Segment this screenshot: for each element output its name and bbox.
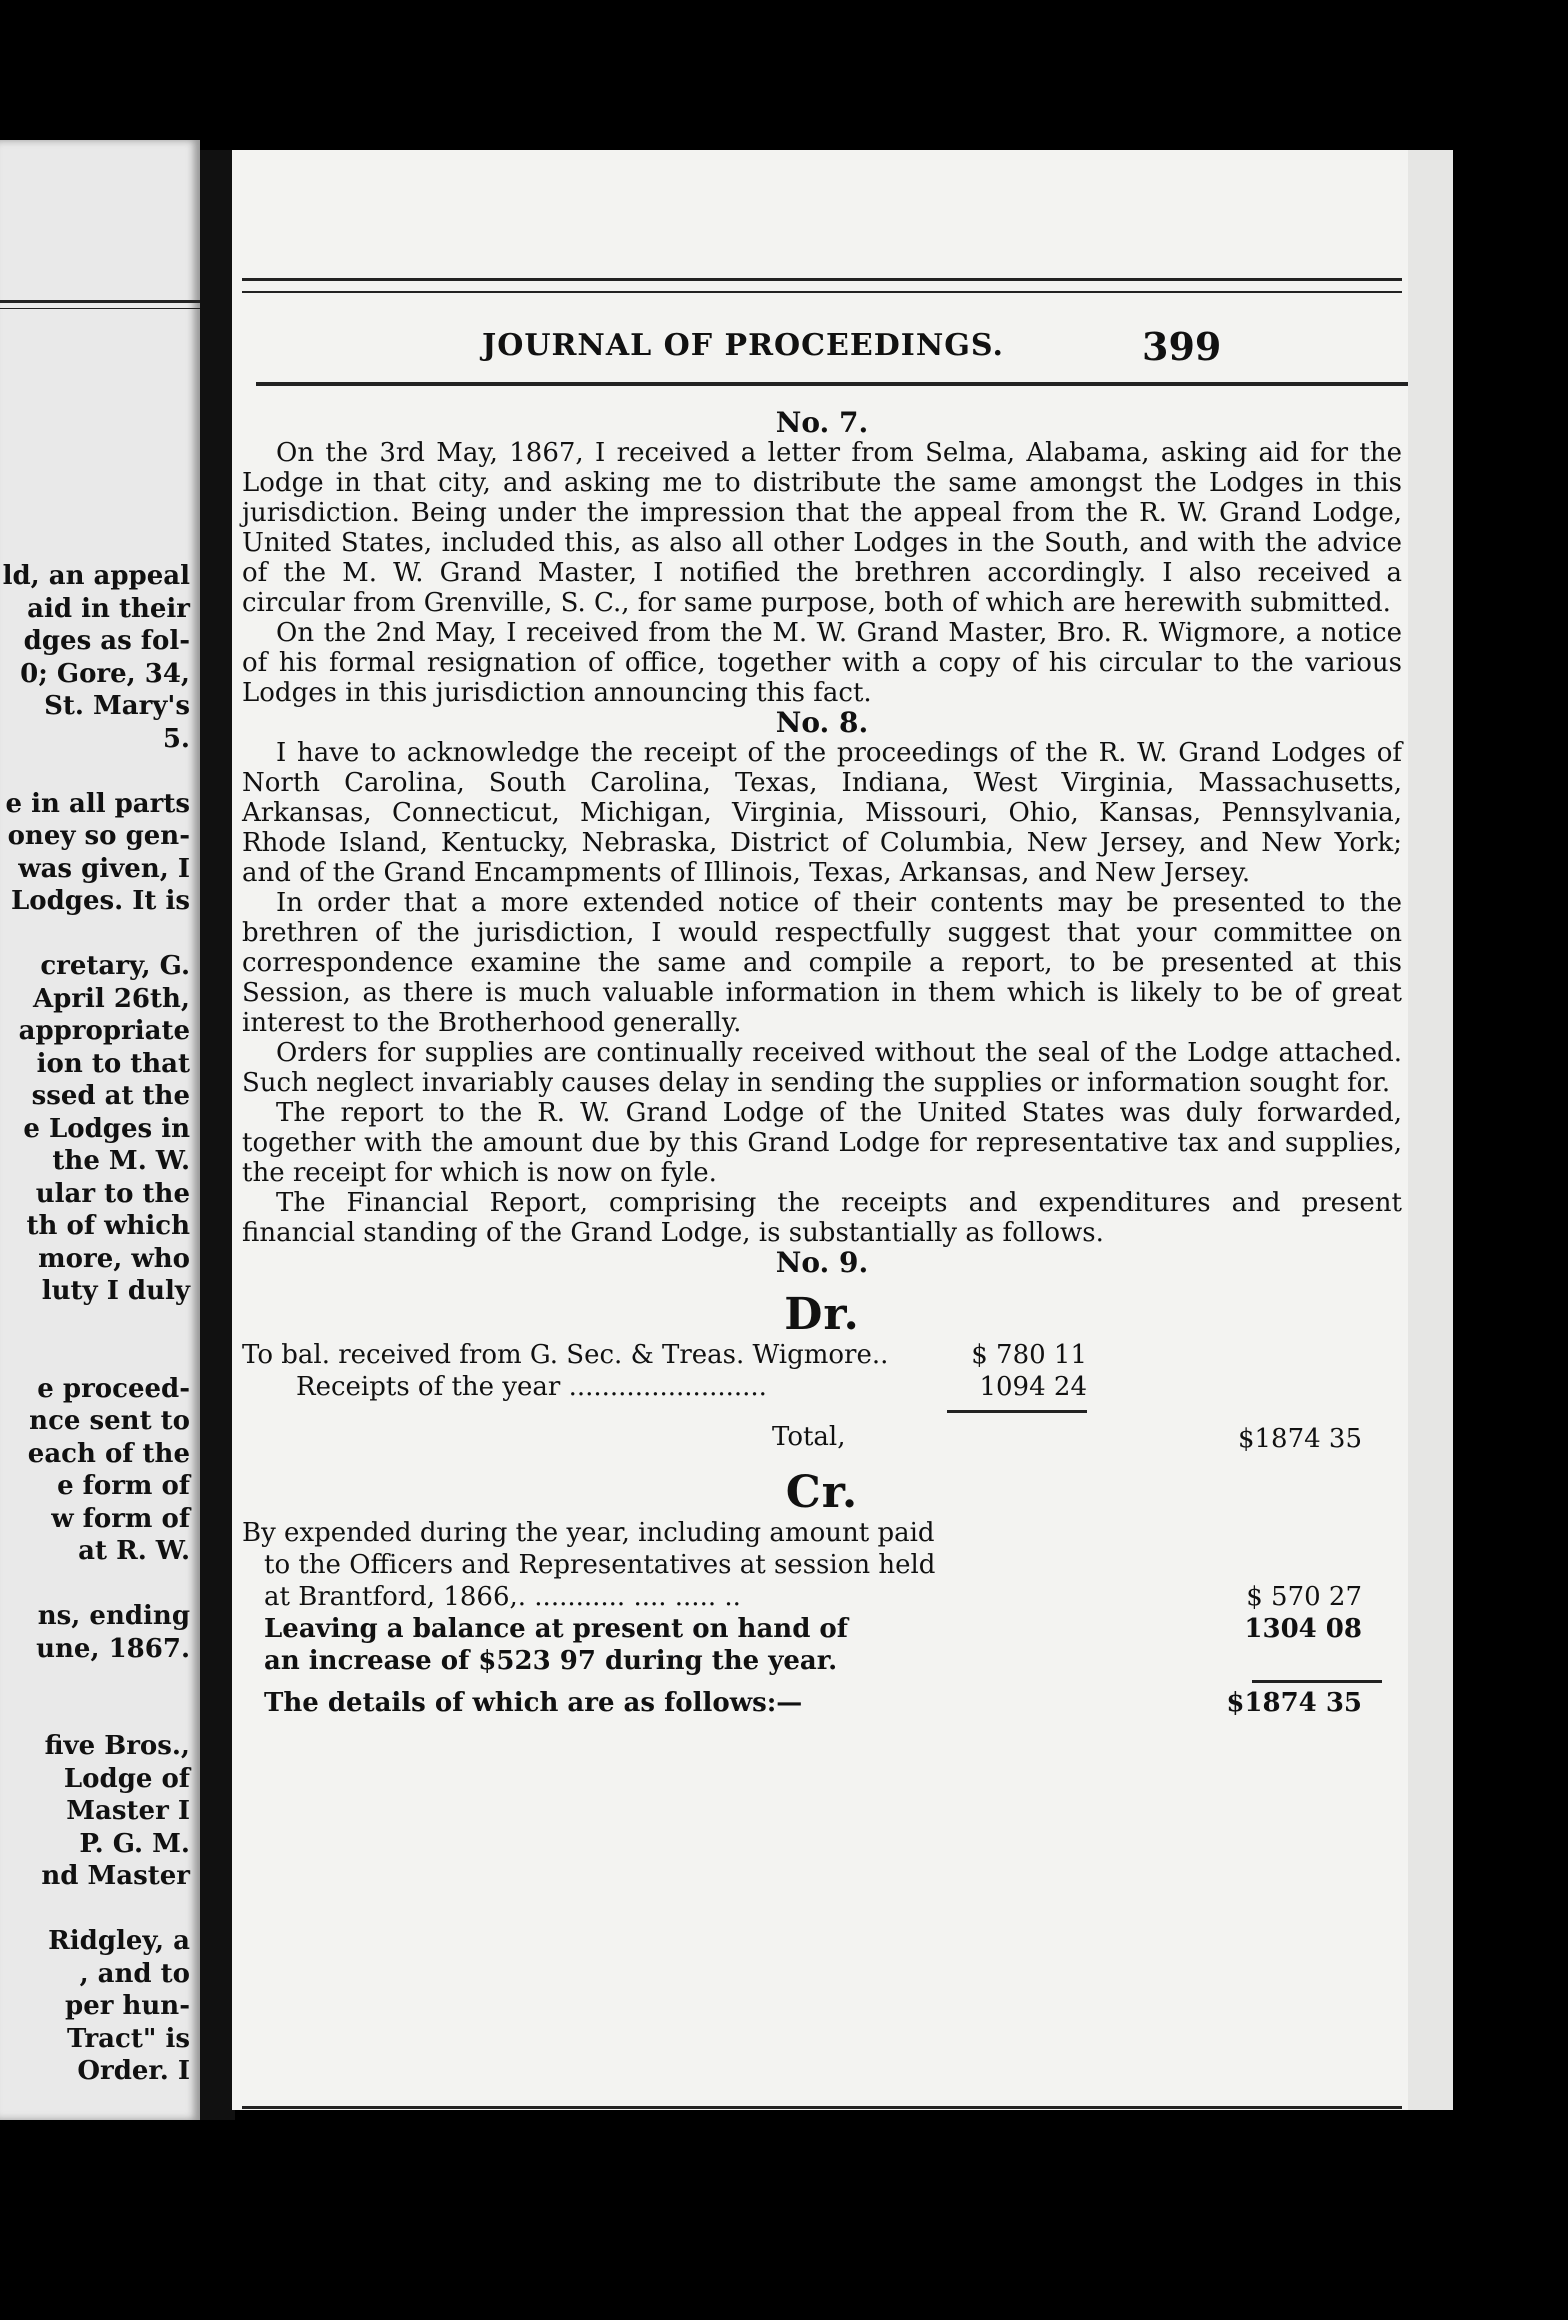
facing-page-line bbox=[0, 1665, 190, 1698]
facing-page-line: 0; Gore, 34, bbox=[20, 658, 190, 689]
facing-page-line: was given, I bbox=[18, 853, 190, 884]
facing-page-text bbox=[0, 560, 190, 2088]
debit-total-label: Total, bbox=[772, 1422, 846, 1452]
credit-line bbox=[242, 1550, 1402, 1582]
facing-page-line: une, 1867. bbox=[36, 1633, 190, 1664]
page-number: 399 bbox=[1142, 324, 1222, 369]
facing-page-line: five Bros., bbox=[44, 1731, 190, 1761]
facing-page-line: more, who bbox=[38, 1243, 190, 1274]
running-head: JOURNAL OF PROCEEDINGS. bbox=[482, 328, 1004, 363]
facing-page-line: th of which bbox=[26, 1211, 190, 1241]
facing-page-line bbox=[0, 1698, 190, 1731]
page-frame-bottom bbox=[242, 2106, 1402, 2110]
facing-page-line: dges as fol- bbox=[23, 626, 190, 656]
facing-page-line: April 26th, bbox=[32, 983, 190, 1014]
section-title-no7: No. 7. bbox=[775, 406, 869, 439]
facing-page-line: , and to bbox=[79, 1958, 190, 1989]
facing-page-line: Lodge of bbox=[63, 1763, 190, 1794]
section-title-no9: No. 9. bbox=[775, 1246, 869, 1279]
facing-page-line: nd Master bbox=[41, 1861, 190, 1891]
facing-page-line: cretary, G. bbox=[40, 951, 190, 981]
debit-heading: Dr. bbox=[784, 1289, 860, 1340]
no8-paragraph-5: The Financial Report, comprising the receipts and expenditures and present financial standing of the Grand Lodge, is substantially as follows. bbox=[242, 1188, 1402, 1248]
debit-subtotal-rule bbox=[947, 1410, 1087, 1413]
credit-total-amount: $1874 35 bbox=[1226, 1688, 1362, 1718]
debit-account bbox=[242, 1340, 1402, 1456]
book-page bbox=[232, 150, 1408, 2110]
facing-page-line: oney so gen- bbox=[7, 821, 190, 851]
section-title-no8: No. 8. bbox=[775, 706, 869, 739]
facing-page-line: appropriate bbox=[18, 1016, 190, 1046]
debit-row-label: To bal. received from G. Sec. & Treas. Wigmore.. bbox=[242, 1340, 889, 1370]
credit-heading: Cr. bbox=[785, 1467, 859, 1518]
facing-page-line: w form of bbox=[51, 1503, 190, 1534]
credit-total-row bbox=[242, 1678, 1402, 1722]
credit-line bbox=[242, 1582, 1402, 1614]
credit-line-text: to the Officers and Representatives at session held bbox=[264, 1550, 936, 1580]
credit-line-text: Leaving a balance at present on hand of bbox=[264, 1614, 848, 1644]
facing-page-line: e in all parts bbox=[5, 788, 190, 819]
no8-paragraph-1: I have to acknowledge the receipt of the proceedings of the R. W. Grand Lodges of North Carolina, South Carolina, Texas, Indiana, West Virginia, Massachusetts, Arkansas, Connecticut, Michigan, Virginia, Missouri, Ohio, Kansas, Pennsylvania, Rhode Island, Kentucky, Nebraska, District of Columbia, New Jersey, and New York; and of the Grand Encampments of Illinois, Texas, Arkansas, and New Jersey. bbox=[242, 738, 1402, 888]
facing-page-line: 5. bbox=[162, 723, 190, 754]
facing-page-line bbox=[0, 755, 190, 788]
debit-row-amount: $ 780 11 bbox=[971, 1340, 1087, 1370]
facing-page-line: e proceed- bbox=[37, 1373, 190, 1404]
facing-page-line: Lodges. It is bbox=[10, 886, 190, 916]
credit-account bbox=[242, 1518, 1402, 1722]
credit-line-text: at Brantford, 1866,. ........... .... ..... .. bbox=[264, 1582, 741, 1612]
facing-page-line: the M. W. bbox=[52, 1146, 190, 1176]
debit-total-amount: $1874 35 bbox=[1237, 1424, 1362, 1454]
debit-row bbox=[242, 1340, 1402, 1372]
facing-page-line: per hun- bbox=[65, 1991, 190, 2021]
credit-line-text: By expended during the year, including amount paid bbox=[242, 1518, 935, 1548]
facing-page-line: ion to that bbox=[36, 1048, 190, 1079]
facing-page-line bbox=[0, 1568, 190, 1601]
no8-paragraph-3: Orders for supplies are continually received without the seal of the Lodge attached. Such neglect invariably causes delay in sending the supplies or information sought for. bbox=[242, 1038, 1402, 1098]
debit-row-amount: 1094 24 bbox=[979, 1372, 1087, 1402]
credit-line bbox=[242, 1518, 1402, 1550]
no8-paragraph-4: The report to the R. W. Grand Lodge of the United States was duly forwarded, together with the amount due by this Grand Lodge for representative tax and supplies, the receipt for which is now on fyle. bbox=[242, 1098, 1402, 1188]
facing-page-line: e form of bbox=[57, 1471, 190, 1501]
facing-page-line bbox=[0, 1340, 190, 1373]
facing-page-line: St. Mary's bbox=[44, 691, 190, 721]
facing-page-line bbox=[0, 1893, 190, 1926]
page-right-margin bbox=[1408, 150, 1453, 2110]
credit-line-text: an increase of $523 97 during the year. bbox=[264, 1646, 838, 1676]
facing-page-line: ld, an appeal bbox=[2, 561, 190, 591]
facing-page-line: Tract" is bbox=[67, 2023, 190, 2054]
no7-paragraph-2: On the 2nd May, I received from the M. W. Grand Master, Bro. R. Wigmore, a notice of his formal resignation of office, together with a copy of his circular to the various Lodges in this jurisdiction announcing this fact. bbox=[242, 618, 1402, 708]
facing-page-top-rule-thin bbox=[0, 308, 200, 309]
facing-page-line: P. G. M. bbox=[79, 1828, 190, 1859]
debit-total-row bbox=[242, 1416, 1402, 1456]
facing-page-top-rule bbox=[0, 300, 200, 303]
debit-rule-row bbox=[242, 1404, 1402, 1416]
facing-page-line: aid in their bbox=[27, 593, 190, 624]
header-rule bbox=[256, 382, 1408, 386]
credit-line bbox=[242, 1614, 1402, 1646]
facing-page-fragment bbox=[0, 140, 200, 2120]
facing-page-line: Order. I bbox=[77, 2056, 190, 2086]
credit-balance-amount: 1304 08 bbox=[1244, 1614, 1362, 1644]
facing-page-line: nce sent to bbox=[29, 1406, 190, 1436]
no8-paragraph-2: In order that a more extended notice of their contents may be presented to the brethren of the jurisdiction, I would respectfully suggest that your committee on correspondence examine the same and compile a report, to be presented at this Session, as there is much valuable information in them which is likely to be of great interest to the Brotherhood generally. bbox=[242, 888, 1402, 1038]
facing-page-line: ular to the bbox=[35, 1178, 190, 1209]
credit-line bbox=[242, 1646, 1402, 1678]
page-body bbox=[242, 408, 1402, 1722]
no7-paragraph-1: On the 3rd May, 1867, I received a letter from Selma, Alabama, asking aid for the Lodge in that city, and asking me to distribute the same amongst the Lodges in this jurisdiction. Being under the impression that the appeal from the R. W. Grand Lodge, United States, included this, as also all other Lodges in the South, and with the advice of the M. W. Grand Master, I notified the brethren accordingly. I also received a circular from Grenville, S. C., for same purpose, both of which are herewith submitted. bbox=[242, 438, 1402, 618]
book-gutter bbox=[200, 150, 235, 2120]
facing-page-line: luty I duly bbox=[41, 1276, 190, 1306]
facing-page-line bbox=[0, 1308, 190, 1341]
facing-page-line: Ridgley, a bbox=[48, 1926, 190, 1956]
facing-page-line bbox=[0, 918, 190, 951]
facing-page-line: at R. W. bbox=[78, 1536, 190, 1566]
details-label: The details of which are as follows:— bbox=[264, 1688, 803, 1718]
page-header bbox=[232, 324, 1408, 378]
facing-page-line: ssed at the bbox=[31, 1081, 190, 1111]
debit-row bbox=[242, 1372, 1402, 1404]
facing-page-line: ns, ending bbox=[37, 1601, 190, 1631]
credit-expended-amount: $ 570 27 bbox=[1246, 1582, 1362, 1612]
debit-row-label: Receipts of the year ........................ bbox=[296, 1372, 767, 1402]
facing-page-line: Master I bbox=[66, 1796, 190, 1826]
facing-page-line: each of the bbox=[27, 1438, 190, 1469]
facing-page-line: e Lodges in bbox=[23, 1113, 190, 1144]
page-frame-top bbox=[242, 278, 1402, 293]
